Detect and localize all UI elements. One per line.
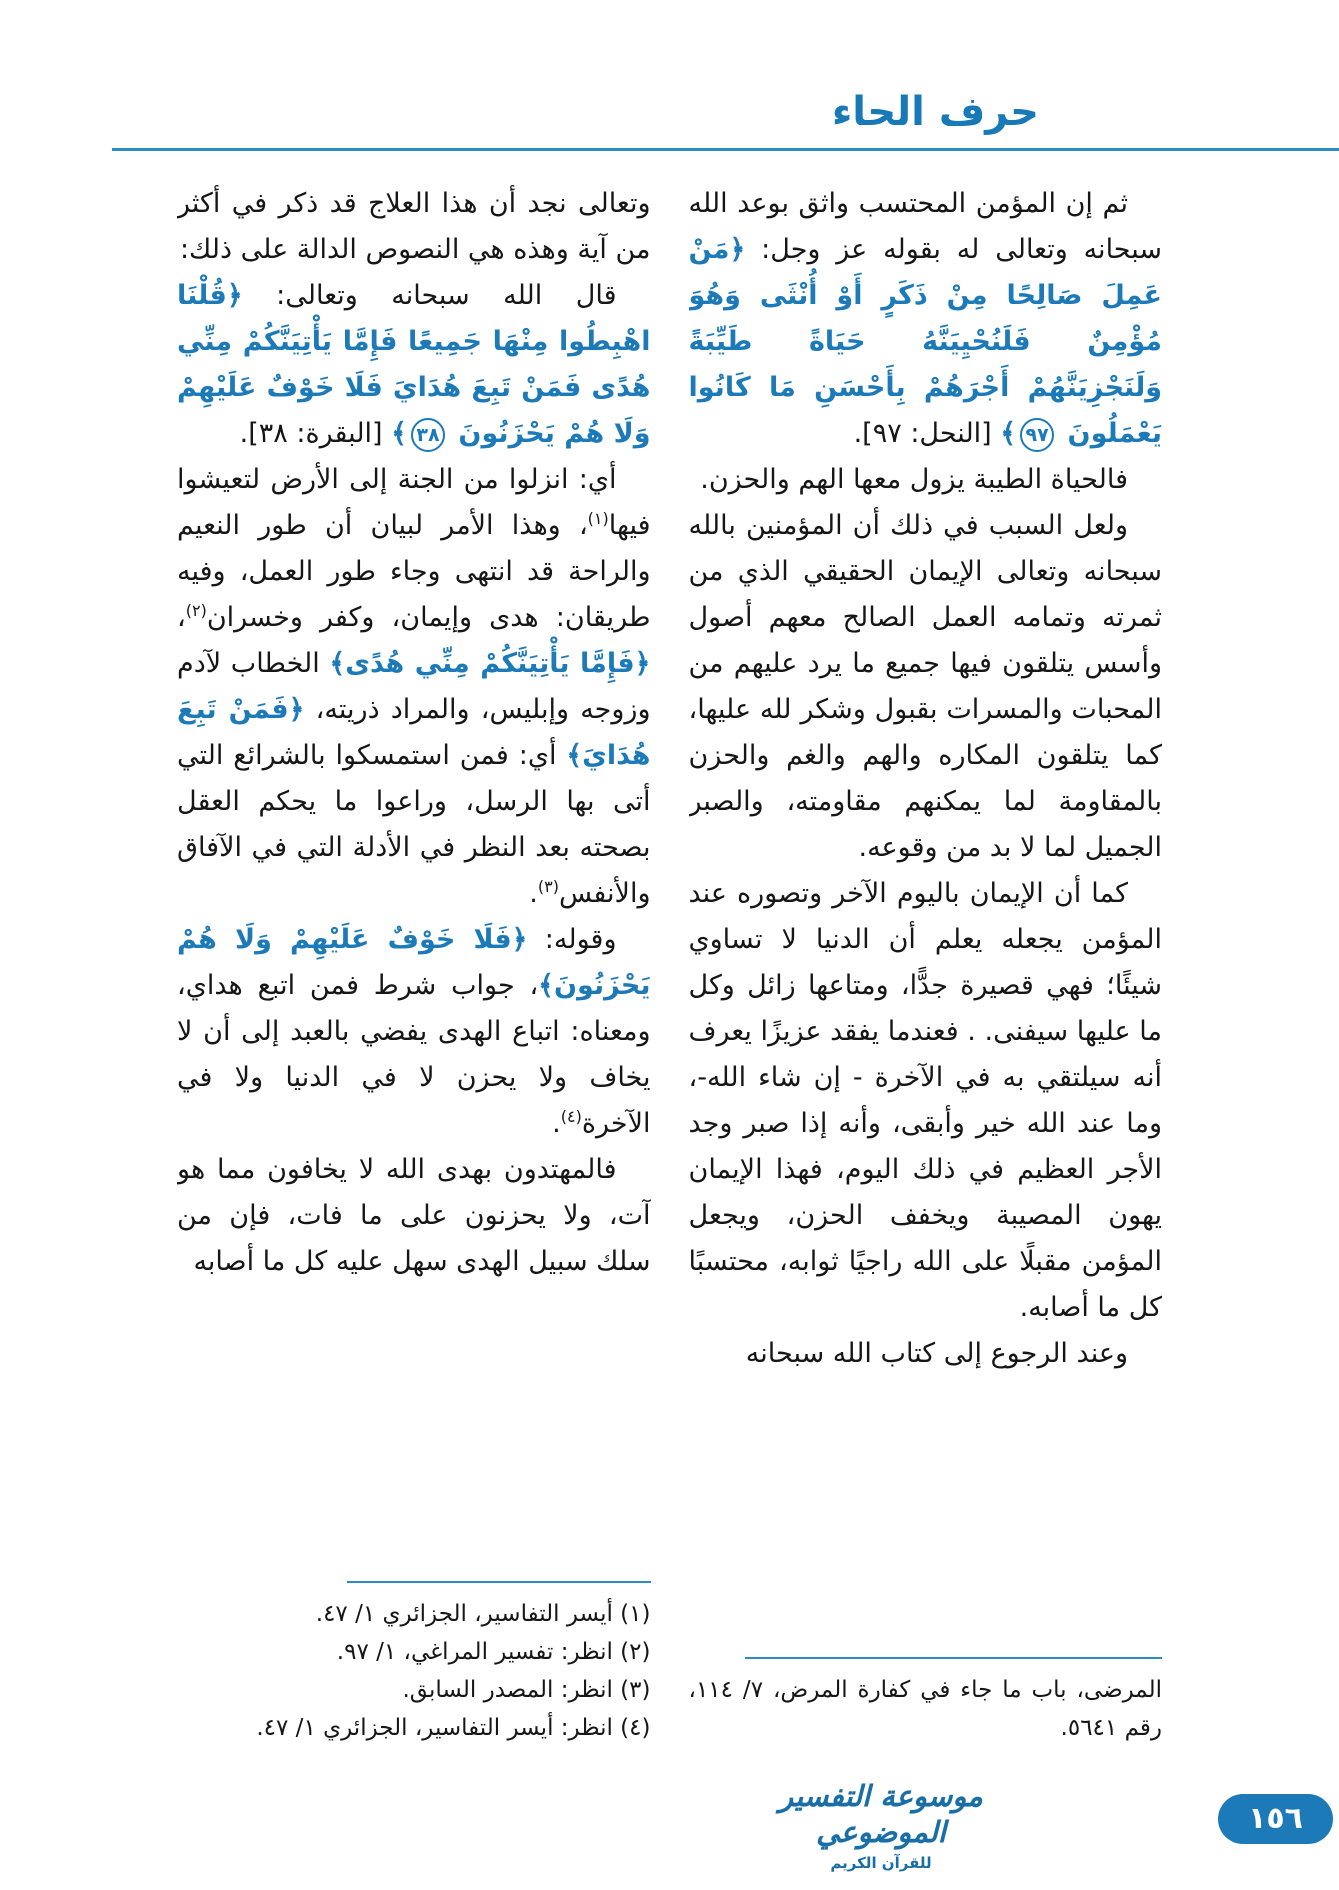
- body-text: [البقرة: ٣٨].: [239, 418, 392, 449]
- body-text: [النحل: ٩٧].: [853, 418, 1001, 449]
- ayah-number: ٣٨: [411, 418, 445, 452]
- publisher-emblem: [741, 1778, 1021, 1873]
- chapter-heading: حرف الحاء: [831, 89, 1039, 135]
- footnote: (٣) انظر: المصدر السابق.: [402, 1677, 651, 1703]
- body-text: ولعل السبب في ذلك أن المؤمنين بالله سبحانه وتعالى الإيمان الحقيقي الذي من ثمرته وتمامه العمل الصالح معهم أصول وأسس يتلقون فيها جميع ما يرد عليهم من المحبات والمسرات بقبول وشكر لله عليها، كما يتلقون المكاره والهم والغم والحزن بالمقاومة لما يمكنهم مقاومته، والصبر الجميل لما لا بد من وقوعه.: [688, 510, 1162, 863]
- footnote-block: [177, 1575, 651, 1747]
- page-number: ١٥٦: [1248, 1801, 1303, 1836]
- publisher-emblem-subtitle: للقرآن الكريم: [830, 1854, 932, 1872]
- body-text: وقوله:: [527, 924, 617, 955]
- footnote: (٢) انظر: تفسير المراغي، ١/ ٩٧.: [336, 1639, 651, 1665]
- body-text: فالمهتدون بهدى الله لا يخافون مما هو آت، ولا يحزنون على ما فات، فإن من سلك سبيل الهدى سهل عليه كل ما أصابه: [177, 1154, 651, 1277]
- column-paragraphs: [689, 181, 1163, 1377]
- footnote-marker: (٤): [560, 1107, 582, 1126]
- quran-verse: ﴿فَإِمَّا يَأْتِيَنَّكُمْ مِنِّي هُدًى﴾: [329, 648, 651, 679]
- body-text: وتعالى نجد أن هذا العلاج قد ذكر في أكثر من آية وهذه هي النصوص الدالة على ذلك:: [177, 188, 651, 265]
- quran-verse: ﴿مَنْ عَمِلَ صَالِحًا مِنْ ذَكَرٍ أَوْ أُنْثَى وَهُوَ مُؤْمِنٌ فَلَنُحْيِيَنَّهُ حَيَاةً طَيِّبَةً وَلَنَجْزِيَنَّهُمْ أَجْرَهُمْ بِأَحْسَنِ مَا كَانُوا يَعْمَلُونَ: [688, 234, 1162, 449]
- paragraph: [689, 503, 1163, 871]
- body-text: كما أن الإيمان باليوم الآخر وتصوره عند المؤمن يجعله يعلم أن الدنيا لا تساوي شيئًا؛ فهي قصيرة جدًّا، ومتاعها زائل وكل ما عليها سيفنى. . فعندما يفقد عزيزًا يعرف أنه سيلتقي به في الآخرة - إن شاء الله-، وما عند الله خير وأبقى، وأنه إذا صبر وجد الأجر العظيم في ذلك اليوم، فهذا الإيمان يهون المصيبة ويخفف الحزن، ويجعل المؤمن مقبلًا على الله راجيًا ثوابه، محتسبًا كل ما أصابه.: [688, 878, 1162, 1323]
- paragraph: [177, 273, 651, 457]
- column-paragraphs: [177, 181, 651, 1285]
- footnote: المرضى، باب ما جاء في كفارة المرض، ٧/ ١١٤، رقم ٥٦٤١.: [688, 1677, 1162, 1741]
- paragraph: [689, 871, 1163, 1331]
- body-text: أي: انزلوا من الجنة إلى الأرض لتعيشوا فيها: [177, 464, 651, 541]
- footnote: (١) أيسر التفاسير، الجزائري ١/ ٤٧.: [315, 1601, 651, 1627]
- quran-verse: ﴿فَلَا خَوْفٌ عَلَيْهِمْ وَلَا هُمْ يَحْزَنُونَ﴾: [177, 924, 651, 1001]
- body-text: .: [529, 878, 538, 909]
- body-text: قال الله سبحانه وتعالى:: [242, 280, 617, 311]
- body-text: ثم إن المؤمن المحتسب واثق بوعد الله سبحانه وتعالى له بقوله عز وجل:: [688, 188, 1162, 265]
- paragraph: [689, 181, 1163, 457]
- body-text: فالحياة الطيبة يزول معها الهم والحزن.: [700, 464, 1128, 495]
- page-body: [177, 181, 1162, 1747]
- body-text: وعند الرجوع إلى كتاب الله سبحانه: [745, 1338, 1128, 1369]
- paragraph: [177, 917, 651, 1147]
- body-text: ، جواب شرط فمن اتبع هداي، ومعناه: اتباع الهدى يفضي بالعبد إلى أن لا يخاف ولا يحزن لا في الدنيا ولا في الآخرة: [177, 970, 651, 1139]
- footnote-marker: (٣): [537, 877, 559, 896]
- header-rule: [112, 148, 1339, 151]
- footnote-marker: (١): [587, 509, 609, 528]
- text-column-right: [689, 181, 1163, 1747]
- footnote-block: [689, 1651, 1163, 1747]
- publisher-emblem-title: موسوعة التفسير الموضوعي: [779, 1778, 983, 1849]
- quran-verse: ﴿قُلْنَا اهْبِطُوا مِنْهَا جَمِيعًا فَإِمَّا يَأْتِيَنَّكُمْ مِنِّي هُدًى فَمَنْ تَبِعَ هُدَايَ فَلَا خَوْفٌ عَلَيْهِمْ وَلَا هُمْ يَحْزَنُونَ: [177, 280, 651, 449]
- body-text: ،: [177, 602, 186, 633]
- page-number-badge: [1218, 1794, 1333, 1844]
- quran-verse: ﴾: [391, 418, 407, 449]
- ayah-number: ٩٧: [1020, 418, 1054, 452]
- footnote-list: [689, 1671, 1163, 1747]
- quran-verse: ﴿فَمَنْ تَبِعَ هُدَايَ﴾: [177, 694, 651, 771]
- chapter-heading-row: [0, 84, 1339, 140]
- footnote-list: [177, 1595, 651, 1747]
- quran-verse: ﴾: [1000, 418, 1017, 449]
- body-text: ، وهذا الأمر لبيان أن طور النعيم والراحة قد انتهى وجاء طور العمل، وفيه طريقان: هدى وإيمان، وكفر وخسران: [177, 510, 651, 633]
- text-column-left: [177, 181, 651, 1747]
- footnote-separator: [745, 1657, 1162, 1659]
- paragraph: [177, 181, 651, 273]
- body-text: .: [552, 1108, 561, 1139]
- paragraph: [177, 1147, 651, 1285]
- paragraph: [689, 457, 1163, 503]
- footnote-separator: [347, 1581, 650, 1583]
- page-header: [0, 0, 1339, 151]
- paragraph: [177, 457, 651, 917]
- footnote: (٤) انظر: أيسر التفاسير، الجزائري ١/ ٤٧.: [256, 1715, 651, 1741]
- paragraph: [689, 1331, 1163, 1377]
- body-text: الخطاب لآدم وزوجه وإبليس، والمراد ذريته،: [177, 648, 651, 725]
- body-text: أي: فمن استمسكوا بالشرائع التي أتى بها الرسل، وراعوا ما يحكم العقل بصحته بعد النظر في الأدلة التي في الآفاق والأنفس: [177, 740, 651, 909]
- footnote-marker: (٢): [185, 601, 207, 620]
